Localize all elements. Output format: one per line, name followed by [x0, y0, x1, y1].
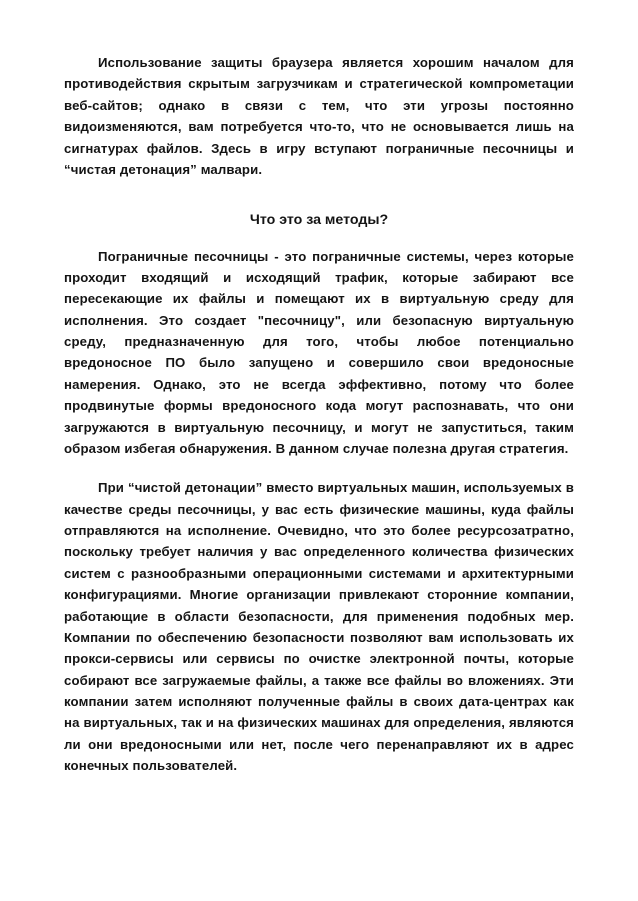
- section-heading: Что это за методы?: [249, 212, 389, 229]
- paragraph-clean-detonation: При “чистой детонации” вместо виртуальных машин, используемых в качестве среды песочницы, у вас есть физические машины, куда файлы отправляются на исполнение. Очевидно, что это более ресурсозатратно, поскольку требует наличия у вас определенного количества физических систем с разнообразными операционными системами и архитектурными конфигурациями. Многие организации привлекают сторонние компании, работающие в области безопасности, для применения подобных мер. Компании по обеспечению безопасности позволяют вам использовать их прокси-сервисы или сервисы по очистке электронной почты, которые собирают все загружаемые файлы, а также все файлы во вложениях. Эти компании затем исполняют полученные файлы в своих дата-центрах как на виртуальных, так и на физических машинах для определения, являются ли они вредоносными или нет, после чего перенаправляют их в адрес конечных пользователей.: [64, 480, 574, 774]
- paragraph-intro: Использование защиты браузера является хорошим началом для противодействия скрытым загрузчикам и стратегической компрометации веб-сайтов; однако в связи с тем, что эти угрозы постоянно видоизменяются, вам потребуется что-то, что не основывается лишь на сигнатурах файлов. Здесь в игру вступают пограничные песочницы и “чистая детонация” малвари.: [64, 55, 574, 177]
- document-body: [64, 52, 574, 777]
- paragraph-sandbox-explanation: Пограничные песочницы - это пограничные системы, через которые проходит входящий и исходящий трафик, которые забирают все пересекающие их файлы и помещают их в виртуальную среду для исполнения. Это создает "песочницу", или безопасную виртуальную среду, предназначенную для того, чтобы любое потенциально вредоносное ПО было запущено и совершило свои вредоносные намерения. Однако, это не всегда эффективно, потому что более продвинутые формы вредоносного кода могут распознавать, что они загружаются в виртуальную песочницу, и могут не запуститься, таким образом избегая обнаружения. В данном случае полезна другая стратегия.: [64, 248, 574, 456]
- heading-spacer: [64, 198, 574, 204]
